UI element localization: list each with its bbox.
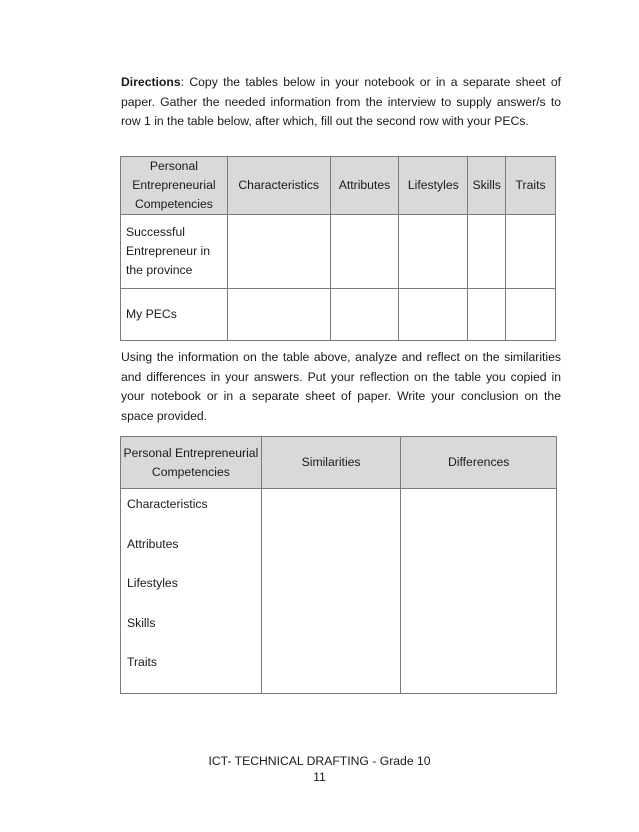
competency-list-cell <box>121 489 262 694</box>
header-traits: Traits <box>506 157 556 215</box>
blank-cell <box>330 289 399 341</box>
table-row <box>121 289 556 341</box>
directions-label: Directions <box>121 75 181 89</box>
row-label-my-pecs: My PECs <box>121 289 228 341</box>
header-similarities: Similarities <box>261 437 401 489</box>
blank-cell <box>468 289 506 341</box>
blank-cell <box>506 215 556 289</box>
blank-cell <box>399 215 468 289</box>
footer-title: ICT- TECHNICAL DRAFTING - Grade 10 <box>208 754 431 768</box>
directions-text: : Copy the tables below in your notebook or in a separate sheet of paper. Gather the needed information from the interview to supply answer/s to row 1 in the table below, after which, fill out the second row with your PECs. <box>121 75 561 128</box>
reflection-table-header-row <box>121 437 557 489</box>
header-characteristics: Characteristics <box>227 157 330 215</box>
directions-paragraph <box>121 73 561 132</box>
header-lifestyles: Lifestyles <box>399 157 468 215</box>
header-personal-entrepreneurial-competencies: Personal Entrepreneurial Competencies <box>121 437 262 489</box>
blank-cell <box>227 215 330 289</box>
blank-cell <box>330 215 399 289</box>
blank-cell <box>401 489 557 694</box>
list-item: Traits <box>127 655 158 669</box>
table-row <box>121 489 557 694</box>
list-item: Lifestyles <box>127 576 178 590</box>
row-label-successful-entrepreneur: Successful Entrepreneur in the province <box>121 215 228 289</box>
header-attributes: Attributes <box>330 157 399 215</box>
list-item: Attributes <box>127 536 179 551</box>
header-personal-entrepreneurial-competencies: Personal Entrepreneurial Competencies <box>121 157 228 215</box>
header-differences: Differences <box>401 437 557 489</box>
list-item: Characteristics <box>127 497 208 511</box>
blank-cell <box>399 289 468 341</box>
reflection-table <box>120 436 557 694</box>
reflection-paragraph: Using the information on the table above, analyze and reflect on the similarities and differences in your answers. Put your reflection on the table you copied in your notebook or in a separate sheet of paper. Write your conclusion on the space provided. <box>121 350 561 423</box>
blank-cell <box>468 215 506 289</box>
page-number: 11 <box>313 770 326 784</box>
table-row <box>121 215 556 289</box>
pecs-table-header-row <box>121 157 556 215</box>
blank-cell <box>227 289 330 341</box>
blank-cell <box>506 289 556 341</box>
header-skills: Skills <box>468 157 506 215</box>
list-item: Skills <box>127 615 156 630</box>
pecs-table <box>120 156 556 341</box>
blank-cell <box>261 489 401 694</box>
